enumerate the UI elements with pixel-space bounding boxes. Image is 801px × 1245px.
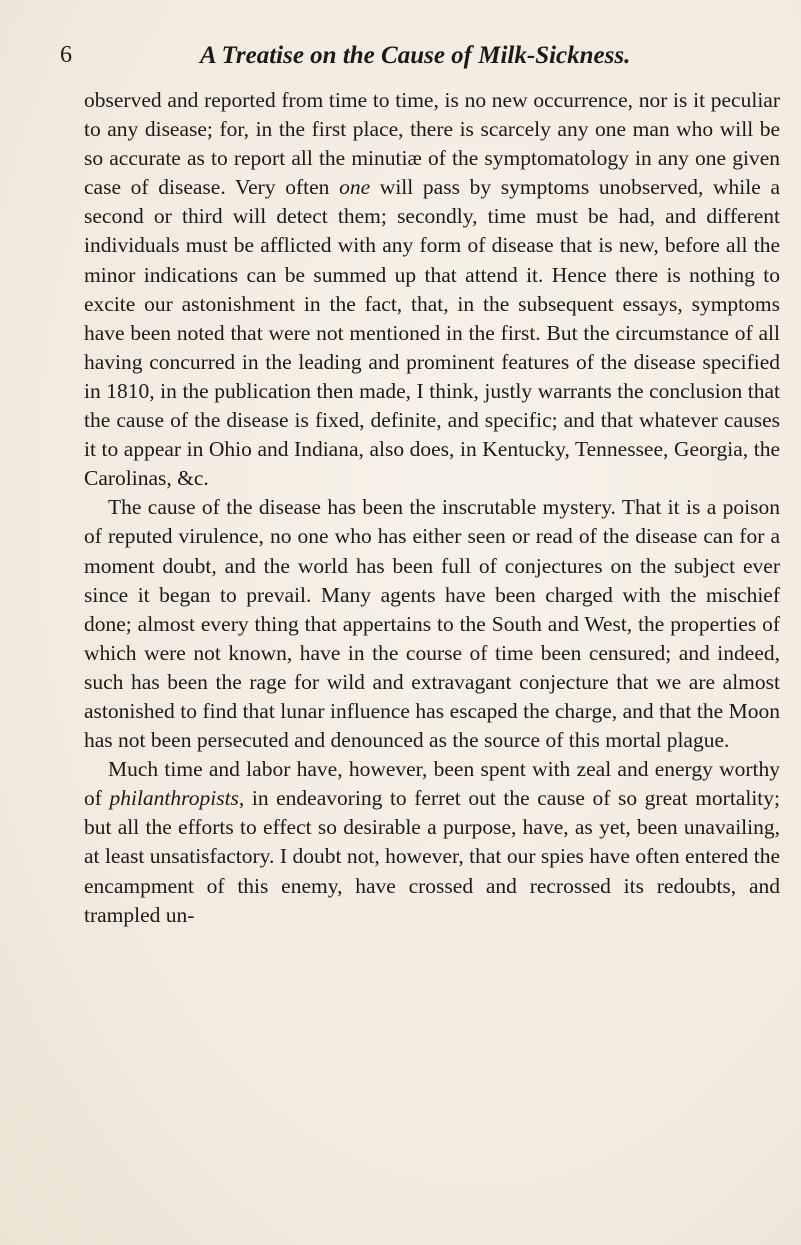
body-text xyxy=(84,86,780,930)
page-header xyxy=(60,42,780,82)
paragraph-1-text-b: will pass by symptoms unobserved, while a second or third will detect them; secondly, time must be had, and different individuals must be afflicted with any form of disease that is new, before all the minor indications can be summed up that attend it. Hence there is nothing to excite our astonishment in the fact, that, in the subsequent essays, symptoms have been noted that were not mentioned in the first. But the circumstance of all having concurred in the leading and prominent features of the disease specified in 1810, in the publication then made, I think, justly warrants the conclusion that the cause of the disease is fixed, definite, and specific; and that whatever causes it to appear in Ohio and Indiana, also does, in Kentucky, Tennessee, Georgia, the Carolinas, &c. xyxy=(84,175,780,491)
paragraph-3 xyxy=(84,755,780,930)
running-title: A Treatise on the Cause of Milk-Sickness. xyxy=(200,42,631,69)
page-number: 6 xyxy=(60,42,72,68)
paragraph-3-text-a: Much time and labor have, however, been spent with zeal and energy worthy of xyxy=(84,757,780,811)
paragraph-1 xyxy=(84,86,780,493)
paragraph-1-emphasis: one xyxy=(339,175,371,200)
paragraph-3-text-b: in endeavoring to ferret out the cause of so great mortality; but all the efforts to effect so desirable a purpose, have, as yet, been unavailing, at least unsatisfactory. I doubt not, however, that our spies have often entered the encampment of this enemy, have crossed and recrossed its redoubts, and trampled un- xyxy=(84,786,780,927)
paragraph-3-emphasis: philanthropists, xyxy=(109,786,245,811)
paragraph-2: The cause of the disease has been the inscrutable mystery. That it is a poison of reputed virulence, no one who has either seen or read of the disease can for a moment doubt, and the world has been full of conjectures on the subject ever since it began to prevail. Many agents have been charged with the mischief done; almost every thing that appertains to the South and West, the properties of which were not known, have in the course of time been censured; and indeed, such has been the rage for wild and extravagant conjecture that we are almost astonished to find that lunar influence has escaped the charge, and that the Moon has not been persecuted and denounced as the source of this mortal plague. xyxy=(84,495,780,753)
paragraph-1-text-a: observed and reported from time to time, is no new occurrence, nor is it peculiar to any disease; for, in the first place, there is scarcely any one man who will be so accurate as to report all the minutiæ of the symptomatology in any one given case of disease. Very often xyxy=(84,88,780,200)
